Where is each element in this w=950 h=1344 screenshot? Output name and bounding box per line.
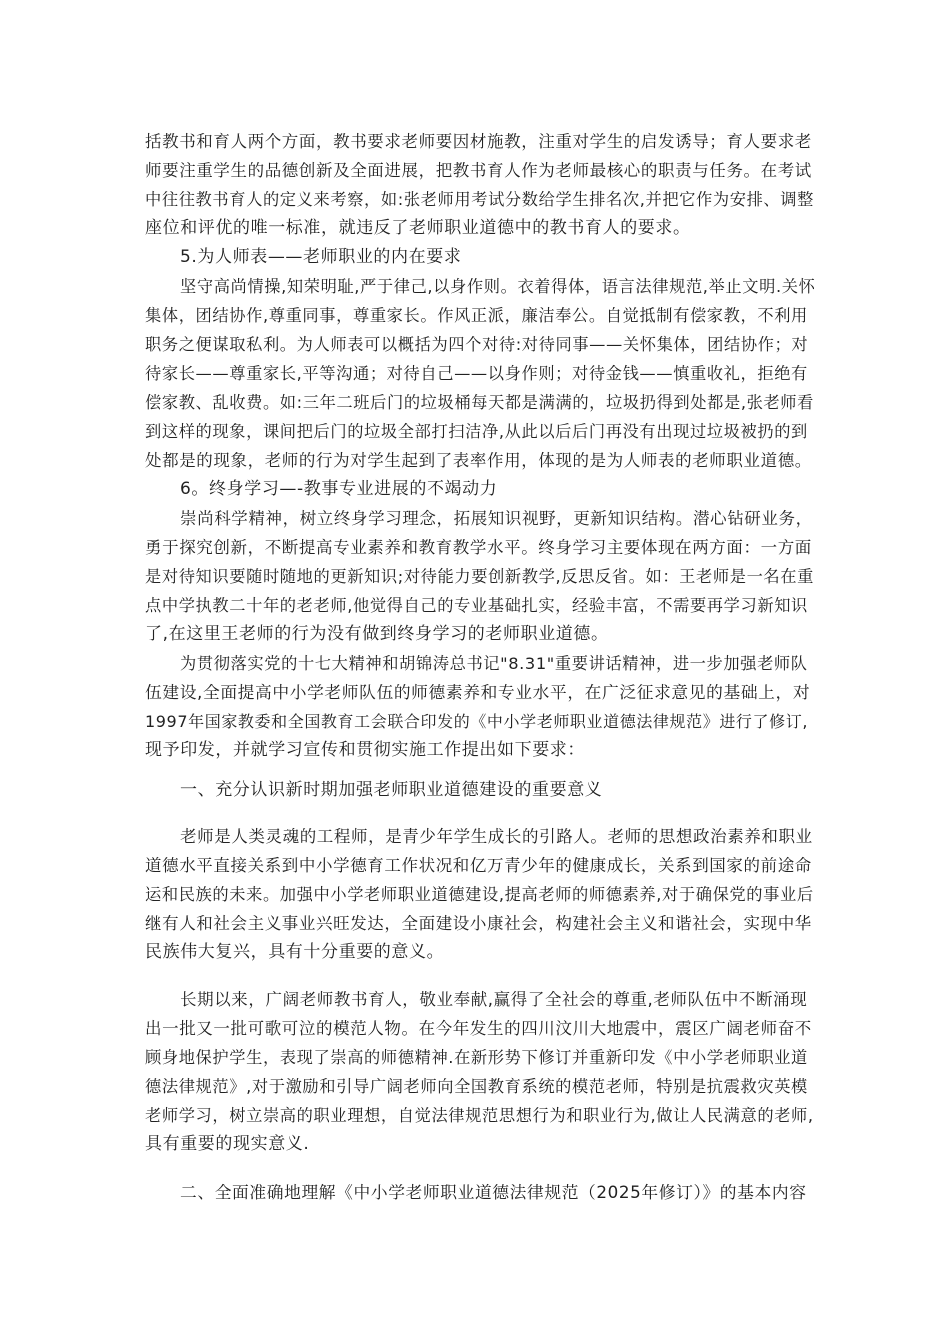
- paragraph-lifelong-learning: [145, 504, 815, 649]
- section-heading-6: [145, 475, 815, 504]
- paragraph-teaching-and-educating: [145, 127, 815, 243]
- heading-line: 一、充分认识新时期加强老师职业道德建设的重要意义: [180, 780, 603, 800]
- text-line: 括教书和育人两个方面，教书要求老师要因材施教，注重对学生的启发诱导；育人要求老: [145, 132, 812, 151]
- text-line: 顾身地保护学生，表现了崇高的师德精神.在新形势下修订并重新印发《中小学老师职业道: [145, 1048, 808, 1067]
- text-line: 出一批又一批可歌可泣的模范人物。在今年发生的四川汶川大地震中，震区广阔老师奋不: [145, 1019, 812, 1038]
- text-line: 德法律规范》,对于激励和引导广阔老师向全国教育系统的模范老师，特别是抗震救灾英模: [145, 1077, 808, 1096]
- text-line: 具有重要的现实意义.: [145, 1134, 310, 1154]
- paragraph-notice-intro: [145, 649, 815, 765]
- section-heading-two: [145, 1178, 815, 1207]
- text-line: 为贯彻落实党的十七大精神和胡锦涛总书记"8.31"重要讲话精神，进一步加强老师队: [180, 654, 808, 673]
- text-line: 继有人和社会主义事业兴旺发达，全面建设小康社会，构建社会主义和谐社会，实现中华: [145, 914, 812, 933]
- text-line: 道德水平直接关系到中小学德育工作状况和亿万青少年的健康成长，关系到国家的前途命: [145, 856, 812, 875]
- text-line: 运和民族的未来。加强中小学老师职业道德建设,提高老师的师德素养,对于确保党的事业后: [145, 885, 814, 904]
- section-heading-5: [145, 243, 815, 272]
- text-line: 是对待知识要随时随地的更新知识;对待能力要创新教学,反思反省。如：王老师是一名在重: [145, 567, 814, 586]
- text-line: 1997年国家教委和全国教育工会联合印发的《中小学老师职业道德法律规范》进行了修订,: [145, 712, 809, 731]
- text-line: 处都是的现象，老师的行为对学生起到了表率作用，体现的是为人师表的老师职业道德。: [145, 451, 812, 470]
- heading-line: 6。终身学习—-教事专业进展的不竭动力: [180, 479, 498, 499]
- text-line: 职务之便谋取私利。为人师表可以概括为四个对待:对待同事——关怀集体，团结协作；对: [145, 335, 809, 354]
- text-line: 偿家教、乱收费。如:三年二班后门的垃圾桶每天都是满满的，垃圾扔得到处都是,张老师看: [145, 393, 814, 412]
- text-line: 老师学习，树立崇高的职业理想，自觉法律规范思想行为和职业行为,做让人民满意的老师,: [145, 1106, 814, 1125]
- paragraph-role-model: [145, 272, 815, 475]
- text-line: 座位和评优的唯一标准，就违反了老师职业道德中的教书育人的要求。: [145, 218, 691, 238]
- text-line: 民族伟大复兴，具有十分重要的意义。: [145, 942, 445, 962]
- paragraph-significance: [145, 822, 815, 967]
- text-line: 老师是人类灵魂的工程师，是青少年学生成长的引路人。老师的思想政治素养和职业: [180, 827, 813, 846]
- section-heading-one: [145, 776, 815, 805]
- text-line: 坚守高尚情操,知荣明耻,严于律己,以身作则。衣着得体，语言法律规范,举止文明.关怀: [180, 277, 816, 296]
- text-line: 长期以来，广阔老师教书育人，敬业奉献,赢得了全社会的尊重,老师队伍中不断涌现: [180, 990, 808, 1009]
- text-line: 到这样的现象，课间把后门的垃圾全部打扫洁净,从此以后后门再没有出现过垃圾被扔的到: [145, 422, 808, 441]
- text-line: 点中学执教二十年的老老师,他觉得自己的专业基础扎实，经验丰富，不需要再学习新知识: [145, 596, 808, 615]
- text-line: 中往往教书育人的定义来考察，如:张老师用考试分数给学生排名次,并把它作为安排、调整: [145, 190, 814, 209]
- heading-line: 二、全面准确地理解《中小学老师职业道德法律规范（2025年修订）》的基本内容: [180, 1182, 807, 1202]
- heading-line: 5.为人师表——老师职业的内在要求: [180, 247, 462, 267]
- text-line: 了,在这里王老师的行为没有做到终身学习的老师职业道德。: [145, 624, 609, 644]
- text-line: 现予印发，并就学习宣传和贯彻实施工作提出如下要求：: [145, 740, 585, 760]
- text-line: 勇于探究创新，不断提高专业素养和教育教学水平。终身学习主要体现在两方面：一方面: [145, 538, 812, 557]
- paragraph-long-term: [145, 985, 815, 1159]
- text-line: 伍建设,全面提高中小学老师队伍的师德素养和专业水平，在广泛征求意见的基础上，对: [145, 682, 811, 702]
- text-line: 集体，团结协作,尊重同事，尊重家长。作风正派，廉洁奉公。自觉抵制有偿家教，不利用: [145, 306, 808, 325]
- text-line: 师要注重学生的品德创新及全面进展，把教书育人作为老师最核心的职责与任务。在考试: [145, 161, 812, 180]
- text-line: 崇尚科学精神，树立终身学习理念，拓展知识视野，更新知识结构。潜心钻研业务，: [180, 509, 813, 528]
- text-line: 待家长——尊重家长,平等沟通；对待自己——以身作则；对待金钱——慎重收礼，拒绝有: [145, 364, 808, 383]
